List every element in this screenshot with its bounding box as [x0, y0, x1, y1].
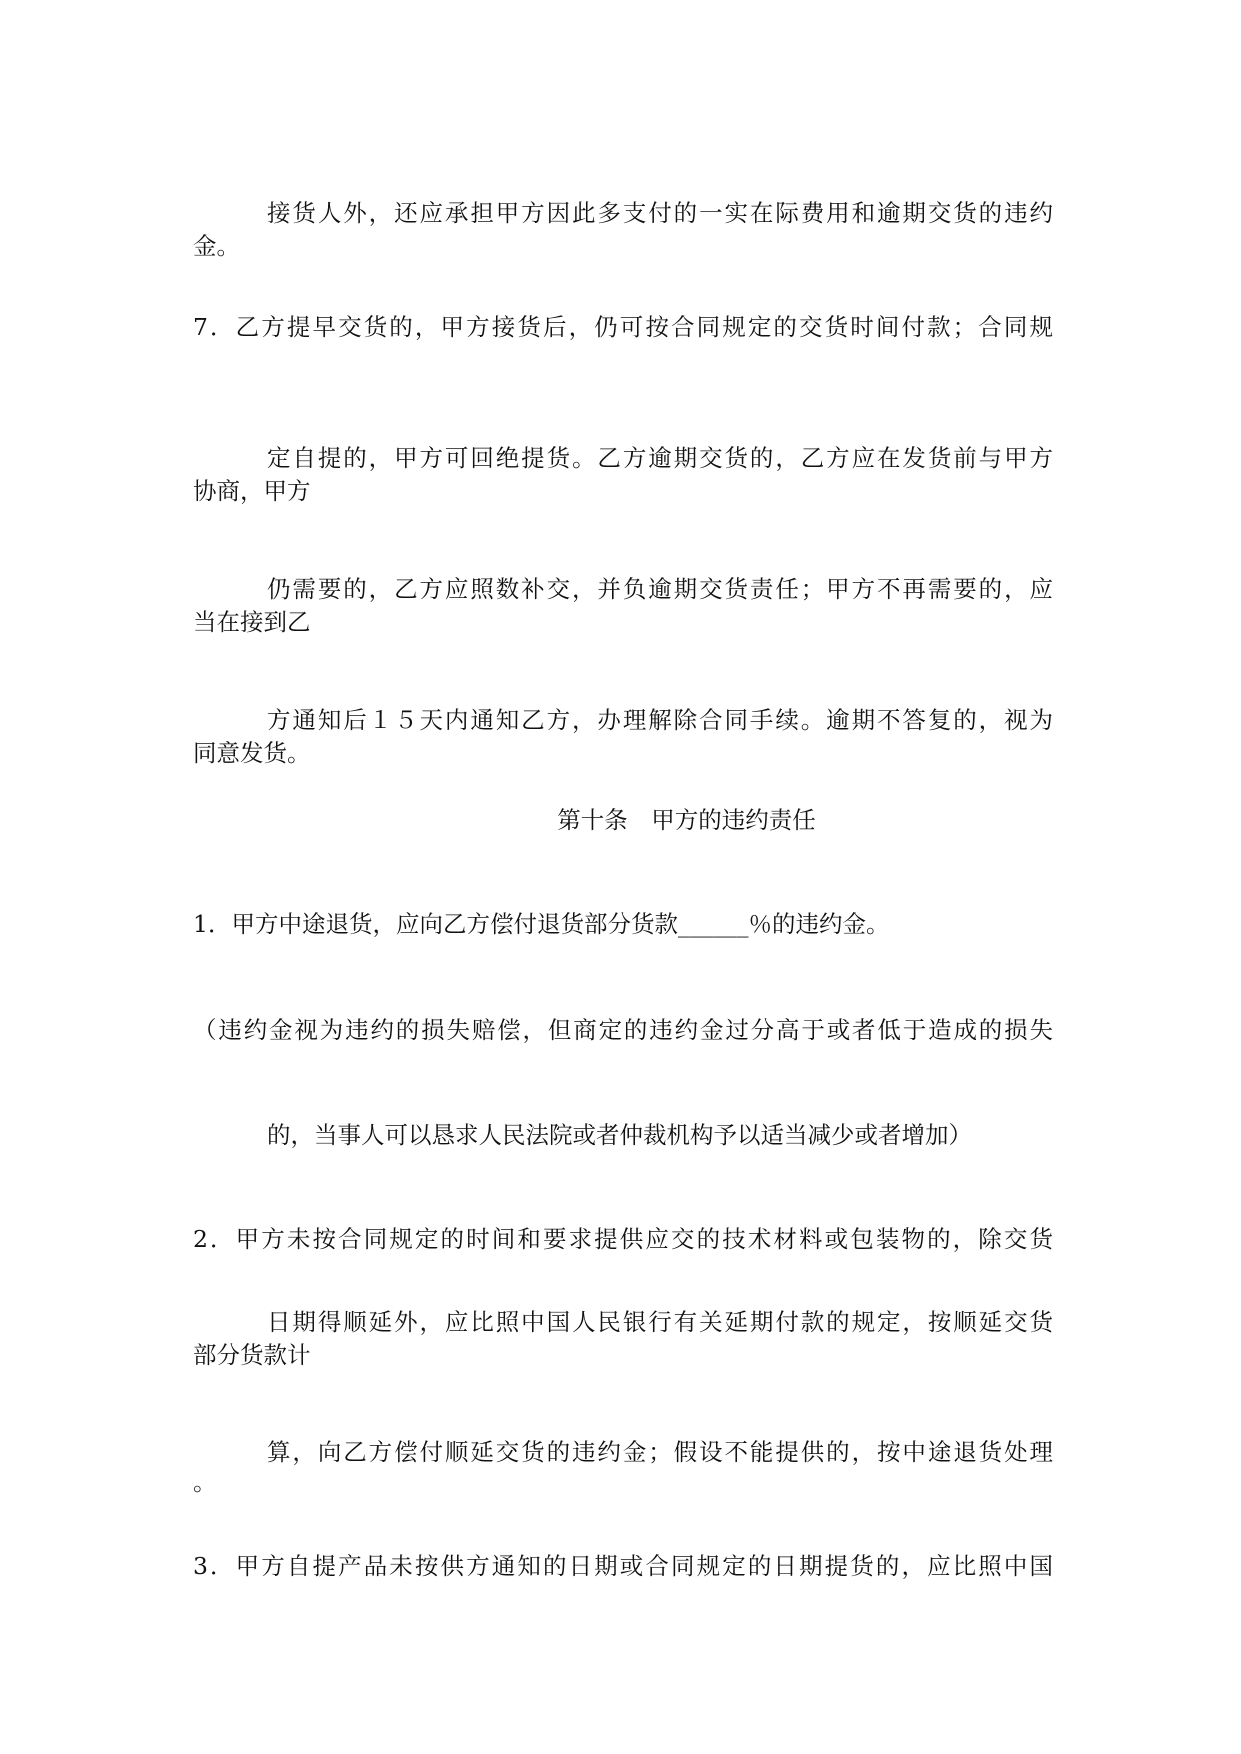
clause-2-line: 2．甲方未按合同规定的时间和要求提供应交的技术材料或包装物的，除交货 — [193, 1225, 1053, 1253]
paragraph-line: 算，向乙方偿付顺延交货的违约金；假设不能提供的，按中途退货处理 — [267, 1438, 1053, 1466]
paragraph-line: 方通知后１５天内通知乙方，办理解除合同手续。逾期不答复的，视为 — [267, 706, 1053, 734]
article-heading: 第十条 甲方的违约责任 — [557, 806, 816, 834]
paragraph-continuation: 。 — [193, 1468, 217, 1496]
paragraph-continuation: 当在接到乙 — [193, 608, 311, 636]
paragraph-line: 日期得顺延外，应比照中国人民银行有关延期付款的规定，按顺延交货 — [267, 1308, 1053, 1336]
paragraph-line: 的，当事人可以恳求人民法院或者仲裁机构予以适当减少或者增加） — [267, 1121, 972, 1149]
paragraph-continuation: 部分货款计 — [193, 1341, 311, 1369]
clause-7-line: 7．乙方提早交货的，甲方接货后，仍可按合同规定的交货时间付款；合同规 — [193, 313, 1053, 341]
paragraph-continuation: 协商，甲方 — [193, 477, 311, 505]
paragraph-continuation: 金。 — [193, 232, 240, 260]
clause-3-line: 3．甲方自提产品未按供方通知的日期或合同规定的日期提货的，应比照中国 — [193, 1552, 1053, 1580]
paragraph-line: 定自提的，甲方可回绝提货。乙方逾期交货的，乙方应在发货前与甲方 — [267, 444, 1053, 472]
clause-1-line: 1．甲方中途退货，应向乙方偿付退货部分货款______％的违约金。 — [193, 910, 890, 938]
paragraph-line: 接货人外，还应承担甲方因此多支付的一实在际费用和逾期交货的违约 — [267, 199, 1053, 227]
paragraph-line: （违约金视为违约的损失赔偿，但商定的违约金过分高于或者低于造成的损失 — [193, 1016, 1053, 1044]
paragraph-line: 仍需要的，乙方应照数补交，并负逾期交货责任；甲方不再需要的，应 — [267, 575, 1053, 603]
paragraph-continuation: 同意发货。 — [193, 739, 311, 767]
